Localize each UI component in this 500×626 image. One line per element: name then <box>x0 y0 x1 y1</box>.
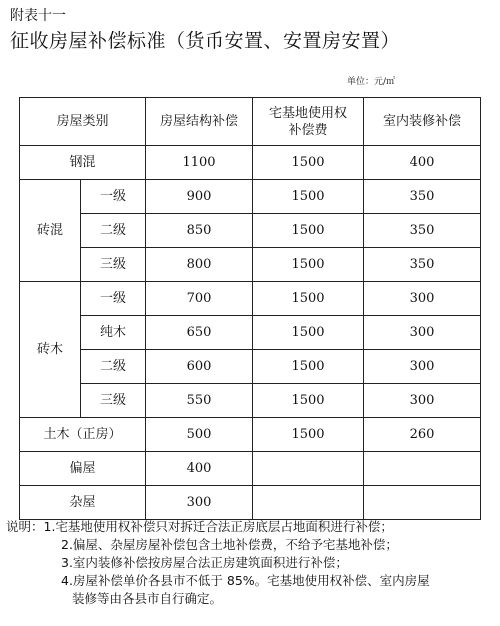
cell-homestead: 1500 <box>253 214 364 248</box>
row-label: 二级 <box>81 350 146 384</box>
cell-decoration: 300 <box>364 316 481 350</box>
annex-label: 附表十一 <box>10 8 66 24</box>
note-2: 2.偏屋、杂屋房屋补偿包含土地补偿费，不给予宅基地补偿； <box>61 537 398 552</box>
compensation-table <box>19 97 481 520</box>
cell-decoration: 350 <box>364 180 481 214</box>
cell-homestead <box>253 486 364 520</box>
cell-homestead: 1500 <box>253 180 364 214</box>
header-category: 房屋类别 <box>20 98 146 146</box>
row-label: 一级 <box>81 180 146 214</box>
note-3: 3.室内装修补偿按房屋合法正房建筑面积进行补偿； <box>61 555 348 570</box>
table-row <box>20 146 481 180</box>
cell-structure: 1100 <box>146 146 253 180</box>
table-row <box>20 248 481 282</box>
cell-homestead: 1500 <box>253 146 364 180</box>
table-row <box>20 486 481 520</box>
table-row <box>20 316 481 350</box>
note-1: 说明：1.宅基地使用权补偿只对拆迁合法正房底层占地面积进行补偿； <box>6 519 393 534</box>
table-row <box>20 180 481 214</box>
cell-structure: 850 <box>146 214 253 248</box>
cell-decoration: 350 <box>364 214 481 248</box>
table-row <box>20 282 481 316</box>
cell-structure: 700 <box>146 282 253 316</box>
group-label-brick-wood: 砖木 <box>20 282 81 418</box>
cell-homestead: 1500 <box>253 384 364 418</box>
header-structure: 房屋结构补偿 <box>146 98 253 146</box>
unit-label: 单位：元/㎡ <box>347 77 396 87</box>
cell-homestead: 1500 <box>253 282 364 316</box>
notes-section <box>6 518 494 608</box>
table-row <box>20 214 481 248</box>
table-row <box>20 452 481 486</box>
row-label: 土木（正房） <box>20 418 146 452</box>
cell-decoration: 260 <box>364 418 481 452</box>
page-title: 征收房屋补偿标准（货币安置、安置房安置） <box>10 30 401 52</box>
row-label: 偏屋 <box>20 452 146 486</box>
header-decoration: 室内装修补偿 <box>364 98 481 146</box>
row-label: 一级 <box>81 282 146 316</box>
cell-structure: 400 <box>146 452 253 486</box>
cell-decoration: 400 <box>364 146 481 180</box>
cell-decoration: 350 <box>364 248 481 282</box>
cell-homestead <box>253 452 364 486</box>
group-label-brick-concrete: 砖混 <box>20 180 81 282</box>
row-label: 三级 <box>81 248 146 282</box>
cell-decoration: 300 <box>364 350 481 384</box>
cell-structure: 500 <box>146 418 253 452</box>
row-label: 钢混 <box>20 146 146 180</box>
row-label: 三级 <box>81 384 146 418</box>
cell-homestead: 1500 <box>253 418 364 452</box>
cell-decoration: 300 <box>364 384 481 418</box>
header-homestead: 宅基地使用权补偿费 <box>253 98 364 146</box>
cell-homestead: 1500 <box>253 350 364 384</box>
cell-homestead: 1500 <box>253 248 364 282</box>
note-4-continued: 装修等由各县市自行确定。 <box>72 591 223 606</box>
cell-structure: 300 <box>146 486 253 520</box>
table-row <box>20 350 481 384</box>
cell-structure: 550 <box>146 384 253 418</box>
table-row <box>20 384 481 418</box>
cell-decoration <box>364 452 481 486</box>
table-row <box>20 418 481 452</box>
cell-structure: 800 <box>146 248 253 282</box>
row-label: 纯木 <box>81 316 146 350</box>
row-label: 杂屋 <box>20 486 146 520</box>
cell-homestead: 1500 <box>253 316 364 350</box>
cell-decoration: 300 <box>364 282 481 316</box>
note-4: 4.房屋补偿单价各县市不低于 85%。宅基地使用权补偿、室内房屋 <box>61 573 430 588</box>
cell-structure: 900 <box>146 180 253 214</box>
cell-structure: 650 <box>146 316 253 350</box>
table-header-row <box>20 98 481 146</box>
cell-decoration <box>364 486 481 520</box>
cell-structure: 600 <box>146 350 253 384</box>
row-label: 二级 <box>81 214 146 248</box>
